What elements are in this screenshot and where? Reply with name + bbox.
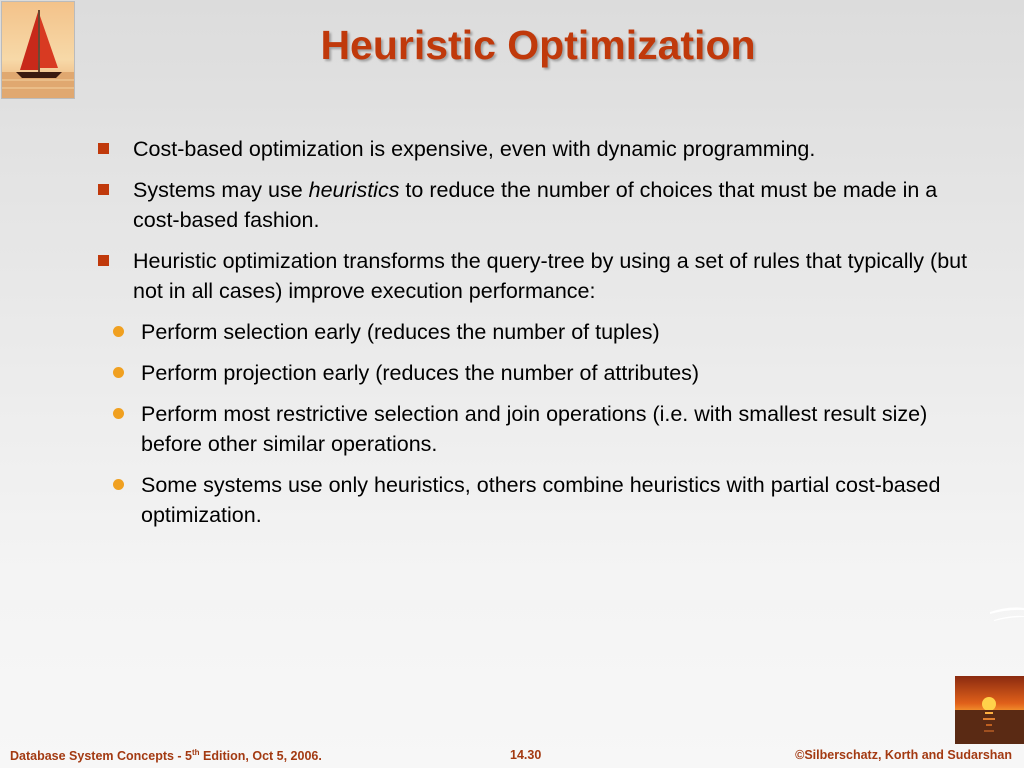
footer-book-title: Database System Concepts - 5 — [10, 749, 193, 764]
slide-footer — [0, 744, 1024, 768]
sunset-image — [955, 676, 1024, 744]
round-bullet-icon — [113, 479, 124, 490]
slide-content — [96, 134, 976, 541]
page-number: 14.30 — [510, 748, 542, 762]
sub-bullet-text: Perform most restrictive selection and join operations (i.e. with smallest result size) before other similar operations. — [141, 402, 928, 456]
sub-bullet-text: Perform selection early (reduces the number of tuples) — [141, 320, 660, 344]
sub-bullet-item — [96, 358, 976, 388]
sub-bullet-list — [96, 317, 976, 530]
round-bullet-icon — [113, 408, 124, 419]
footer-edition-date: Edition, Oct 5, 2006. — [199, 749, 322, 764]
sub-bullet-item — [96, 317, 976, 347]
round-bullet-icon — [113, 326, 124, 337]
sub-bullet-text: Some systems use only heuristics, others combine heuristics with partial cost-based optimization. — [141, 473, 941, 527]
bullet-text-before: Systems may use — [133, 178, 309, 202]
round-bullet-icon — [113, 367, 124, 378]
bullet-item — [96, 175, 976, 235]
bullet-text: Heuristic optimization transforms the query-tree by using a set of rules that typically (but not in all cases) improve execution performance: — [133, 249, 968, 303]
sub-bullet-item — [96, 470, 976, 530]
slide-title: Heuristic Optimization — [320, 22, 756, 68]
sub-bullet-item — [96, 399, 976, 459]
footer-book-info — [10, 748, 322, 763]
sub-bullet-text: Perform projection early (reduces the number of attributes) — [141, 361, 700, 385]
bullet-item — [96, 134, 976, 164]
bullet-text: Cost-based optimization is expensive, even with dynamic programming. — [133, 137, 816, 161]
bullet-text-after: to reduce the number of choices that must be made in a cost-based fashion. — [133, 178, 938, 232]
footer-edition-suffix: th — [192, 748, 200, 757]
bullet-text-emphasis: heuristics — [308, 178, 400, 202]
square-bullet-icon — [98, 255, 109, 266]
bullet-item — [96, 246, 976, 306]
footer-copyright: ©Silberschatz, Korth and Sudarshan — [795, 748, 1012, 762]
square-bullet-icon — [98, 143, 109, 154]
square-bullet-icon — [98, 184, 109, 195]
decorative-swoosh — [990, 600, 1024, 624]
